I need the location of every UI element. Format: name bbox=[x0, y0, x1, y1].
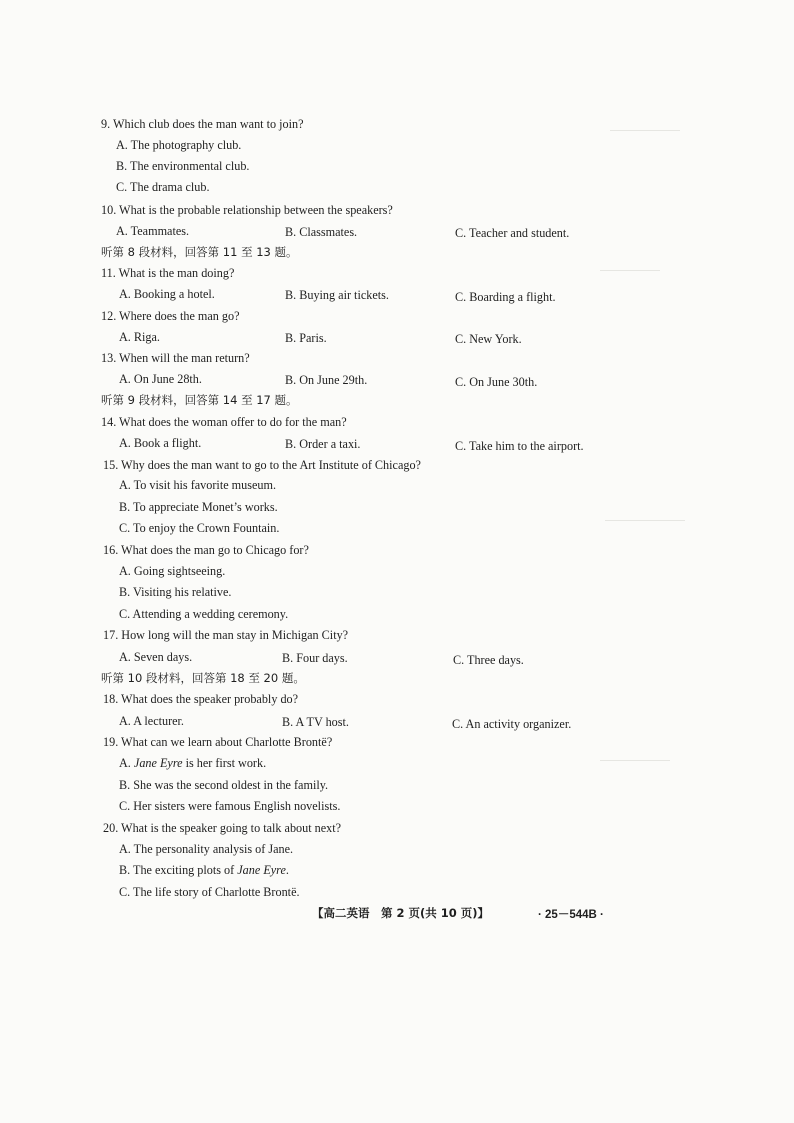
question-19-option-a-suffix: is her first work. bbox=[182, 756, 267, 770]
question-18-option-c: C. An activity organizer. bbox=[452, 717, 572, 731]
question-12-option-a: A. Riga. bbox=[119, 330, 160, 344]
question-14-stem: 14. What does the woman offer to do for the man? bbox=[101, 415, 347, 429]
question-19-option-a-prefix: A. bbox=[119, 756, 134, 770]
question-10-option-b: B. Classmates. bbox=[285, 225, 358, 239]
question-13-option-a: A. On June 28th. bbox=[119, 372, 202, 386]
question-14-option-c: C. Take him to the airport. bbox=[455, 439, 584, 453]
bleed-through-mark bbox=[600, 270, 660, 271]
question-15-option-c: C. To enjoy the Crown Fountain. bbox=[119, 521, 280, 535]
bleed-through-mark bbox=[605, 520, 685, 521]
question-13-option-c: C. On June 30th. bbox=[455, 375, 538, 389]
page-footer-label: 【高二英语 第 2 页(共 10 页)】 bbox=[312, 906, 490, 920]
question-13-option-b: B. On June 29th. bbox=[285, 373, 368, 387]
question-17-option-a: A. Seven days. bbox=[119, 650, 193, 664]
question-20-option-c: C. The life story of Charlotte Brontë. bbox=[119, 885, 300, 899]
question-10-option-c: C. Teacher and student. bbox=[455, 226, 570, 240]
question-20-option-b-prefix: B. The exciting plots of bbox=[119, 863, 238, 877]
question-9-option-c: C. The drama club. bbox=[116, 180, 210, 194]
question-14-option-b: B. Order a taxi. bbox=[285, 437, 361, 451]
question-19-option-c: C. Her sisters were famous English novelists. bbox=[119, 799, 341, 813]
book-title-jane-eyre: Jane Eyre bbox=[237, 863, 286, 877]
question-20-option-b bbox=[119, 862, 289, 878]
question-13-stem: 13. When will the man return? bbox=[101, 351, 250, 365]
question-16-stem: 16. What does the man go to Chicago for? bbox=[103, 543, 309, 557]
question-20-stem: 20. What is the speaker going to talk about next? bbox=[103, 821, 342, 835]
question-15-stem: 15. Why does the man want to go to the Art Institute of Chicago? bbox=[103, 458, 421, 472]
question-19-option-a bbox=[119, 755, 266, 771]
question-16-option-c: C. Attending a wedding ceremony. bbox=[119, 607, 289, 621]
question-10-option-a: A. Teammates. bbox=[116, 224, 190, 238]
question-16-option-a: A. Going sightseeing. bbox=[119, 564, 226, 578]
question-19-option-b: B. She was the second oldest in the family. bbox=[119, 778, 329, 792]
question-20-option-b-suffix: . bbox=[285, 863, 289, 877]
question-10-stem: 10. What is the probable relationship between the speakers? bbox=[101, 203, 393, 217]
question-17-option-c: C. Three days. bbox=[453, 653, 524, 667]
question-17-option-b: B. Four days. bbox=[282, 651, 348, 665]
book-title-jane-eyre: Jane Eyre bbox=[133, 756, 183, 770]
question-11-stem: 11. What is the man doing? bbox=[101, 266, 235, 280]
question-18-stem: 18. What does the speaker probably do? bbox=[103, 692, 299, 706]
page-footer-code: · 25－544B · bbox=[538, 909, 604, 921]
section-10-instruction: 听第 10 段材料，回答第 18 至 20 题。 bbox=[101, 671, 305, 685]
section-9-instruction: 听第 9 段材料，回答第 14 至 17 题。 bbox=[101, 393, 298, 407]
question-14-option-a: A. Book a flight. bbox=[119, 436, 202, 450]
question-12-option-c: C. New York. bbox=[455, 332, 522, 346]
question-17-stem: 17. How long will the man stay in Michigan City? bbox=[103, 628, 349, 642]
question-11-option-a: A. Booking a hotel. bbox=[119, 287, 215, 301]
question-12-option-b: B. Paris. bbox=[285, 331, 327, 345]
question-11-option-b: B. Buying air tickets. bbox=[285, 288, 389, 302]
question-20-option-a: A. The personality analysis of Jane. bbox=[119, 842, 294, 856]
question-9-stem: 9. Which club does the man want to join? bbox=[101, 117, 304, 131]
question-19-stem: 19. What can we learn about Charlotte Brontë? bbox=[103, 735, 333, 749]
question-18-option-a: A. A lecturer. bbox=[119, 714, 184, 728]
bleed-through-mark bbox=[600, 760, 670, 761]
question-12-stem: 12. Where does the man go? bbox=[101, 309, 240, 323]
question-15-option-b: B. To appreciate Monet’s works. bbox=[119, 500, 278, 514]
bleed-through-mark bbox=[610, 130, 680, 131]
question-18-option-b: B. A TV host. bbox=[282, 715, 349, 729]
question-11-option-c: C. Boarding a flight. bbox=[455, 290, 556, 304]
question-9-option-b: B. The environmental club. bbox=[116, 159, 250, 173]
question-9-option-a: A. The photography club. bbox=[116, 138, 242, 152]
section-8-instruction: 听第 8 段材料，回答第 11 至 13 题。 bbox=[101, 245, 298, 259]
question-15-option-a: A. To visit his favorite museum. bbox=[119, 478, 277, 492]
question-16-option-b: B. Visiting his relative. bbox=[119, 585, 232, 599]
